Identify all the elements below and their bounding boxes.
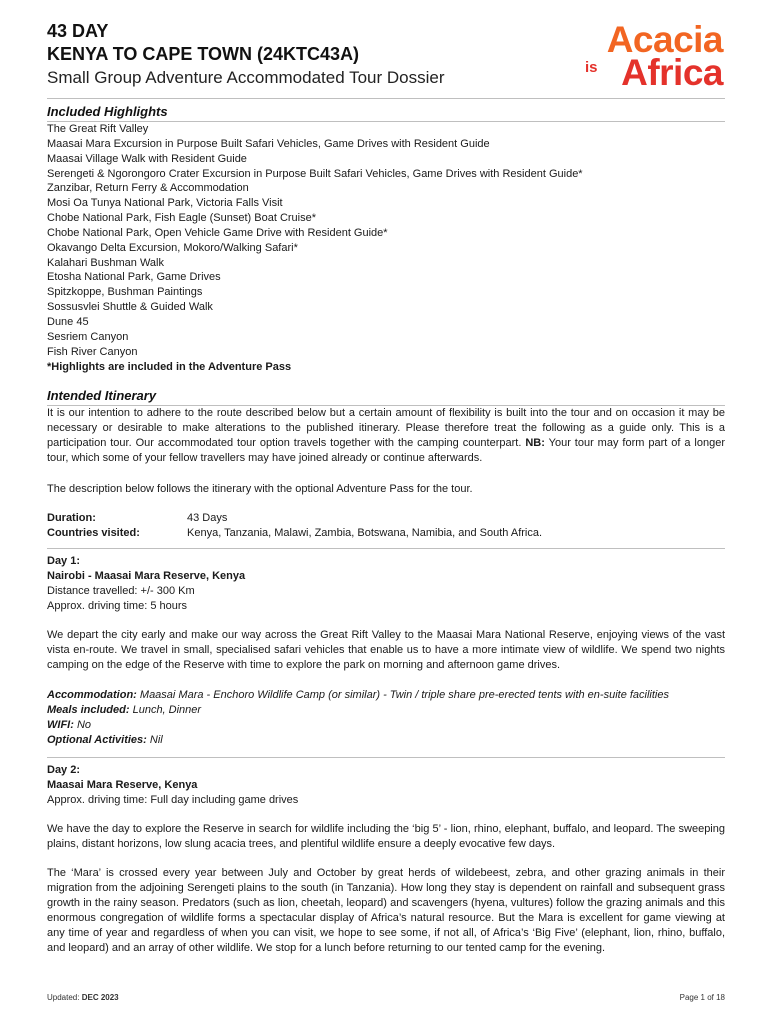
list-item: Okavango Delta Excursion, Mokoro/Walking Safari*	[47, 241, 298, 254]
updated-info	[47, 993, 119, 1002]
list-item: Kalahari Bushman Walk	[47, 256, 164, 269]
highlights-list	[47, 122, 583, 374]
tour-name-title: KENYA TO CAPE TOWN (24KTC43A)	[47, 44, 360, 64]
page-number: Page 1 of 18	[679, 993, 725, 1002]
day2-paragraph-1: We have the day to explore the Reserve in search for wildlife including the ‘big 5’ - lion, rhino, elephant, buffalo, and leopard. The sweeping plains, distant horizons, low slung acacia trees, and plentiful wildlife ensure a deeply evocative few days.	[47, 823, 725, 850]
meals-line	[47, 703, 725, 718]
duration-value: 43 Days	[187, 512, 228, 524]
list-item: Dune 45	[47, 315, 89, 328]
adventure-pass-description: The description below follows the itinerary with the optional Adventure Pass for the tour.	[47, 483, 473, 495]
countries-label: Countries visited:	[47, 527, 140, 539]
list-item: Maasai Village Walk with Resident Guide	[47, 152, 247, 165]
day1-paragraph: We depart the city early and make our way across the Great Rift Valley to the Maasai Mara National Reserve, enjoying views of the vast vista en-route. We travel in small, specialised safari vehicles that enable us to have a more intimate view of wildlife. We spend two nights camping on the edge of the Reserve with time to explore the park on morning and afternoon game drives.	[47, 629, 725, 671]
meals-label: Meals included:	[47, 703, 130, 716]
duration-row	[47, 511, 227, 526]
tour-duration-title: 43 DAY	[47, 21, 109, 41]
day2-route: Maasai Mara Reserve, Kenya	[47, 778, 198, 791]
day1-route: Nairobi - Maasai Mara Reserve, Kenya	[47, 569, 246, 582]
divider	[47, 757, 725, 758]
dossier-subtitle: Small Group Adventure Accommodated Tour Dossier	[47, 68, 445, 87]
meals-value: Lunch, Dinner	[129, 703, 202, 716]
optional-activities-line	[47, 733, 725, 748]
intended-itinerary-heading: Intended Itinerary	[47, 388, 725, 406]
intro-text-a: It is our intention to adhere to the route described below but a certain amount of flexibility is built into the tour and on occasion it may be necessary or desirable to make alterations to the published itinerary. Please therefore treat the following as a guide only. This is a participation tour. Our accommodated tour option travels together with the camping counterpart.	[47, 407, 725, 449]
list-item: Etosha National Park, Game Drives	[47, 271, 221, 284]
acacia-africa-logo	[585, 19, 725, 93]
day2-paragraph-2: The ‘Mara’ is crossed every year between July and October by great herds of wildebeest, zebra, and other grazing animals in their migration from the adjoining Serengeti plains to the south (in Tanzania). How long they stay is dependent on rainfall and subsequent grass growth in the rainy season. Predators (such as lion, cheetah, leopard) and scavengers (hyena, vultures) follow the grazing animals and this enormous congregation of wildlife forms a spectacular display of Africa’s natural resource. But the Mara is excellent for game viewing at any time of year and regardless of when you can visit, we hope to see some, if not all, of Africa’s ‘Big Five’ (elephant, lion, rhino, buffalo, and leopard) and an array of other wildlife. We stop for a lunch before returning to our tented camp for the evening.	[47, 867, 725, 954]
wifi-line	[47, 718, 725, 733]
updated-label: Updated:	[47, 993, 80, 1002]
list-item: Sossusvlei Shuttle & Guided Walk	[47, 301, 213, 314]
logo-word-africa: Africa	[621, 52, 723, 93]
accommodation-line	[47, 688, 725, 703]
highlights-note: *Highlights are included in the Adventure Pass	[47, 360, 292, 373]
day2-label: Day 2:	[47, 764, 81, 776]
itinerary-intro-paragraph	[47, 406, 725, 466]
day1-distance: Distance travelled: +/- 300 Km	[47, 584, 195, 597]
document-page	[47, 0, 725, 1002]
optional-activities-value: Nil	[146, 733, 163, 746]
divider	[47, 548, 725, 549]
list-item: Chobe National Park, Open Vehicle Game Drive with Resident Guide*	[47, 226, 388, 239]
included-highlights-heading: Included Highlights	[47, 104, 725, 122]
optional-activities-label: Optional Activities:	[47, 733, 147, 746]
list-item: Serengeti & Ngorongoro Crater Excursion in Purpose Built Safari Vehicles, Game Drives with Resident Guide*	[47, 167, 583, 180]
day2-driving-time: Approx. driving time: Full day including game drives	[47, 793, 299, 806]
logo-word-acacia: Acacia	[606, 19, 723, 60]
intro-text-b: Your tour may form part of a longer tour, which some of your fellow travellers may have joined already or continue afterwards.	[47, 436, 725, 464]
day1-driving-time: Approx. driving time: 5 hours	[47, 599, 188, 612]
list-item: The Great Rift Valley	[47, 123, 149, 135]
logo-word-is: is	[585, 59, 598, 76]
accommodation-label: Accommodation:	[47, 689, 137, 701]
duration-label: Duration:	[47, 512, 96, 524]
list-item: Zanzibar, Return Ferry & Accommodation	[47, 182, 249, 195]
document-header	[47, 0, 725, 99]
day2-header	[47, 763, 725, 808]
countries-value: Kenya, Tanzania, Malawi, Zambia, Botswana, Namibia, and South Africa.	[187, 527, 543, 539]
list-item: Mosi Oa Tunya National Park, Victoria Falls Visit	[47, 197, 283, 210]
day1-header	[47, 554, 725, 614]
list-item: Fish River Canyon	[47, 345, 138, 358]
day1-label: Day 1:	[47, 555, 81, 567]
countries-row	[47, 526, 542, 541]
wifi-value: No	[73, 718, 92, 731]
day1-details	[47, 688, 725, 748]
wifi-label: WIFI:	[47, 718, 74, 731]
intro-nb-label: NB:	[525, 436, 545, 449]
list-item: Spitzkoppe, Bushman Paintings	[47, 286, 203, 299]
list-item: Maasai Mara Excursion in Purpose Built Safari Vehicles, Game Drives with Resident Guide	[47, 137, 490, 150]
accommodation-value: Maasai Mara - Enchoro Wildlife Camp (or similar) - Twin / triple share pre-erected tents with en-suite facilities	[136, 689, 669, 701]
updated-value: DEC 2023	[81, 993, 119, 1002]
list-item: Sesriem Canyon	[47, 330, 129, 343]
list-item: Chobe National Park, Fish Eagle (Sunset) Boat Cruise*	[47, 212, 317, 225]
